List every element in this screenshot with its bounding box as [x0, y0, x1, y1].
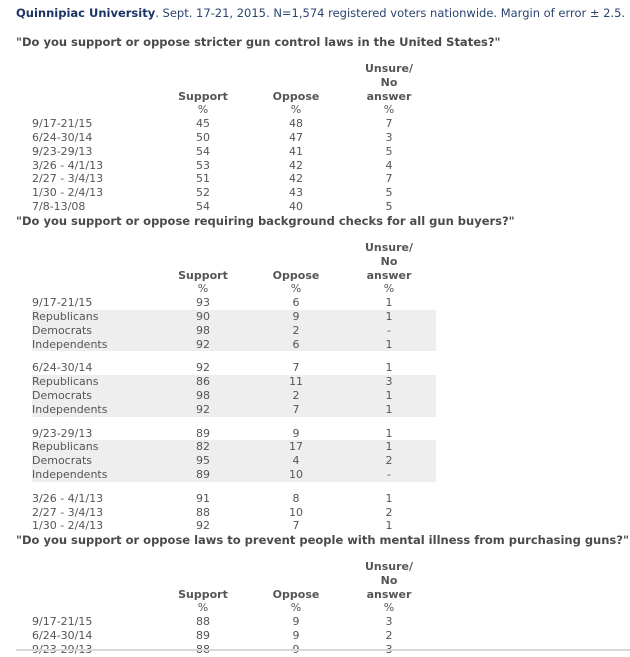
col-support: Support: [178, 268, 228, 282]
support-value: 54: [196, 144, 210, 158]
support-value: 93: [196, 296, 210, 310]
support-value: 45: [196, 117, 210, 131]
unsure-value: 3: [358, 375, 420, 389]
oppose-value: 10: [289, 505, 303, 519]
source-details: . Sept. 17-21, 2015. N=1,574 registered voters nationwide. Margin of error ± 2.5.: [155, 6, 626, 20]
unsure-value: 1: [385, 361, 393, 375]
unsure-value: -: [358, 468, 420, 482]
table-row: [32, 519, 436, 533]
table-row: [32, 361, 436, 375]
support-value: 92: [196, 361, 210, 375]
pct-unit: %: [290, 103, 302, 117]
pct-unit: %: [383, 282, 395, 296]
unsure-value: 1: [385, 426, 393, 440]
unsure-value: 1: [385, 491, 393, 505]
oppose-value: 6: [292, 296, 300, 310]
support-value: 51: [196, 172, 210, 186]
support-value: 98: [172, 389, 234, 403]
question-title: "Do you support or oppose stricter gun control laws in the United States?": [16, 35, 501, 49]
pct-unit: %: [197, 601, 209, 615]
col-unsure-line1: Unsure/: [364, 241, 414, 254]
unsure-value: 1: [358, 440, 420, 454]
unsure-value: 2: [385, 505, 393, 519]
table-row: [32, 403, 436, 417]
oppose-value: 7: [292, 519, 300, 533]
unsure-value: 5: [385, 186, 393, 200]
row-label: 9/23-29/13: [32, 144, 93, 158]
unsure-value: 1: [358, 338, 420, 352]
col-support: Support: [178, 587, 228, 601]
support-value: 89: [196, 426, 210, 440]
row-label: 9/17-21/15: [32, 615, 93, 629]
unsure-value: 7: [385, 172, 393, 186]
support-value: 88: [196, 615, 210, 629]
unsure-value: 5: [385, 144, 393, 158]
unsure-value: 3: [385, 615, 393, 629]
oppose-value: 10: [234, 468, 358, 482]
support-value: 89: [172, 468, 234, 482]
table-row: [32, 440, 436, 454]
support-value: 98: [172, 324, 234, 338]
row-label: Independents: [32, 403, 172, 417]
results-table: [32, 241, 436, 533]
oppose-value: 9: [292, 426, 300, 440]
oppose-value: 9: [234, 310, 358, 324]
unsure-value: 2: [358, 454, 420, 468]
table-row: [32, 427, 436, 441]
oppose-value: 8: [292, 491, 300, 505]
row-label: 9/17-21/15: [32, 296, 93, 310]
row-label: Democrats: [32, 454, 172, 468]
row-label: 2/27 - 3/4/13: [32, 505, 104, 519]
support-value: 91: [196, 491, 210, 505]
support-value: 50: [196, 130, 210, 144]
row-label: 2/27 - 3/4/13: [32, 172, 104, 186]
oppose-value: 48: [289, 117, 303, 131]
oppose-value: 4: [234, 454, 358, 468]
oppose-value: 7: [234, 403, 358, 417]
row-label: 9/17-21/15: [32, 117, 93, 131]
row-label: Republicans: [32, 310, 172, 324]
support-value: 92: [172, 403, 234, 417]
table-row: [32, 506, 436, 520]
col-unsure-line2: No answer: [366, 75, 412, 103]
table-row: [32, 375, 436, 389]
table-row: [32, 117, 436, 131]
unsure-value: 3: [385, 130, 393, 144]
col-oppose: Oppose: [272, 587, 320, 601]
unsure-value: 1: [358, 403, 420, 417]
pct-unit: %: [290, 282, 302, 296]
table-row: [32, 324, 436, 338]
support-value: 90: [172, 310, 234, 324]
oppose-value: 17: [234, 440, 358, 454]
oppose-value: 7: [292, 361, 300, 375]
oppose-value: 42: [289, 158, 303, 172]
oppose-value: 9: [292, 615, 300, 629]
pct-unit: %: [290, 601, 302, 615]
support-value: 82: [172, 440, 234, 454]
row-label: Republicans: [32, 375, 172, 389]
row-label: 6/24-30/14: [32, 361, 93, 375]
results-table: [32, 62, 436, 214]
table-row: [32, 131, 436, 145]
unsure-value: 5: [385, 199, 393, 213]
col-oppose: Oppose: [272, 89, 320, 103]
table-row: [32, 200, 436, 214]
row-label: 6/24-30/14: [32, 130, 93, 144]
support-value: 88: [196, 505, 210, 519]
unsure-value: 1: [385, 296, 393, 310]
oppose-value: 40: [289, 199, 303, 213]
unsure-value: 2: [385, 628, 393, 642]
table-row: [32, 389, 436, 403]
pct-unit: %: [383, 103, 395, 117]
row-label: 9/23-29/13: [32, 426, 93, 440]
table-row: [32, 468, 436, 482]
support-value: 54: [196, 199, 210, 213]
oppose-value: 6: [234, 338, 358, 352]
oppose-value: 43: [289, 186, 303, 200]
table-row: [32, 629, 436, 643]
table-row: [32, 186, 436, 200]
support-value: 92: [172, 338, 234, 352]
source-line: [16, 6, 625, 20]
table-row: [32, 159, 436, 173]
pct-unit: %: [197, 103, 209, 117]
row-label: Democrats: [32, 324, 172, 338]
row-label: Independents: [32, 338, 172, 352]
support-value: 86: [172, 375, 234, 389]
row-label: 1/30 - 2/4/13: [32, 186, 104, 200]
oppose-value: 9: [292, 628, 300, 642]
pct-unit: %: [197, 282, 209, 296]
oppose-value: 2: [234, 389, 358, 403]
row-label: 6/24-30/14: [32, 628, 93, 642]
table-row: [32, 338, 436, 352]
row-label: Independents: [32, 468, 172, 482]
table-row: [32, 145, 436, 159]
question-title: "Do you support or oppose requiring background checks for all gun buyers?": [16, 214, 515, 228]
oppose-value: 2: [234, 324, 358, 338]
oppose-value: 11: [234, 375, 358, 389]
unsure-value: 4: [385, 158, 393, 172]
oppose-value: 47: [289, 130, 303, 144]
row-label: 7/8-13/08: [32, 199, 86, 213]
unsure-value: 1: [358, 389, 420, 403]
unsure-value: 1: [358, 310, 420, 324]
row-label: 1/30 - 2/4/13: [32, 519, 104, 533]
results-table: [32, 560, 436, 657]
col-support: Support: [178, 89, 228, 103]
table-row: [32, 615, 436, 629]
support-value: 89: [196, 628, 210, 642]
row-label: Republicans: [32, 440, 172, 454]
table-row: [32, 296, 436, 310]
oppose-value: 42: [289, 172, 303, 186]
row-label: Democrats: [32, 389, 172, 403]
col-oppose: Oppose: [272, 268, 320, 282]
table-row: [32, 172, 436, 186]
unsure-value: 7: [385, 117, 393, 131]
col-unsure-line2: No answer: [366, 573, 412, 601]
row-label: 3/26 - 4/1/13: [32, 158, 104, 172]
support-value: 92: [196, 519, 210, 533]
pct-unit: %: [383, 601, 395, 615]
source-org: Quinnipiac University: [16, 6, 156, 20]
unsure-value: 1: [385, 519, 393, 533]
col-unsure-line1: Unsure/: [364, 62, 414, 75]
col-unsure-line2: No answer: [366, 254, 412, 282]
support-value: 95: [172, 454, 234, 468]
table-row: [32, 454, 436, 468]
table-row: [32, 310, 436, 324]
col-unsure-line1: Unsure/: [364, 560, 414, 573]
support-value: 53: [196, 158, 210, 172]
unsure-value: -: [358, 324, 420, 338]
row-label: 3/26 - 4/1/13: [32, 491, 104, 505]
oppose-value: 41: [289, 144, 303, 158]
table-row: [32, 492, 436, 506]
question-title: "Do you support or oppose laws to prevent people with mental illness from purchasing guns?": [16, 533, 629, 547]
support-value: 52: [196, 186, 210, 200]
